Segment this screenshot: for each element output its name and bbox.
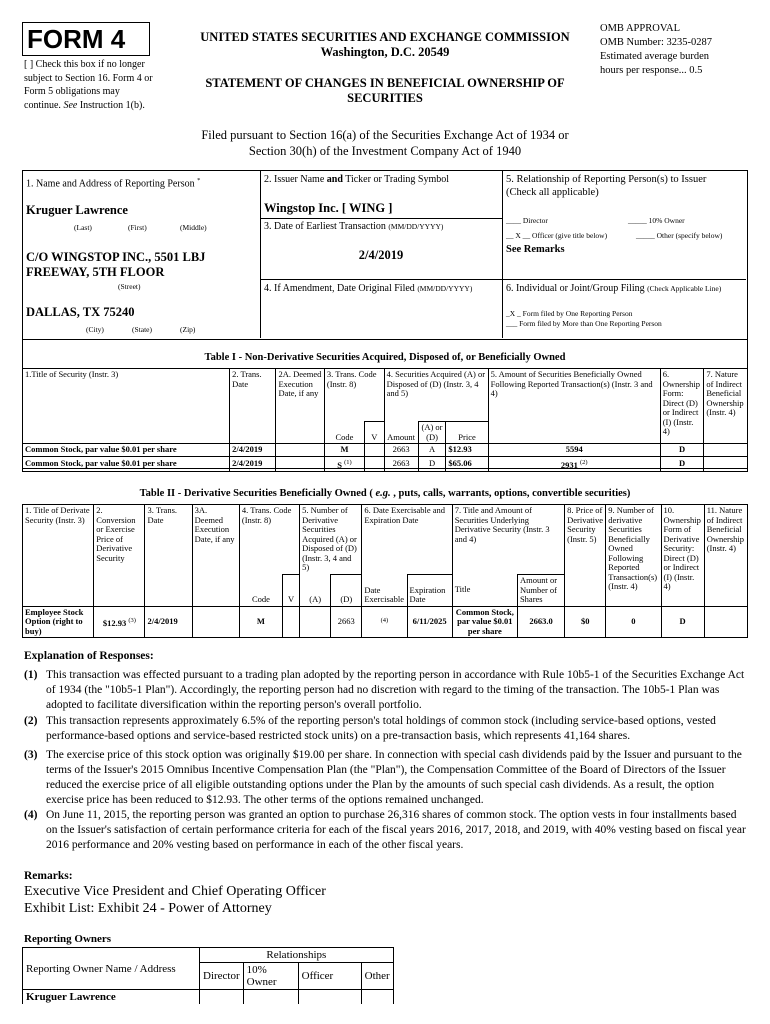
- omb-line: OMB Number: 3235-0287: [600, 37, 712, 48]
- reporting-owners-table: [22, 947, 394, 1004]
- t2-h10: 10. Ownership Form of Derivative Security: Direct (D) or Indirect (I) (Instr. 4): [661, 505, 704, 607]
- t2-h2: 2. Conversion or Exercise Price of Derivative Security: [94, 505, 145, 607]
- t2-h3: 3. Trans. Date: [145, 505, 192, 607]
- table1-row: [23, 457, 748, 472]
- statement-title-2: SECURITIES: [347, 91, 423, 105]
- box1-label: 1. Name and Address of Reporting Person *: [26, 177, 201, 190]
- reporting-person-name: Kruguer Lawrence: [26, 203, 128, 217]
- t1-r1-aord: A: [418, 444, 446, 457]
- t2-sub-d: (D): [331, 574, 362, 606]
- omb-line: Estimated average burden: [600, 51, 710, 62]
- table2-title: Table II - Derivative Securities Beneficially Owned ( e.g. , puts, calls, warrants, options, convertible securities): [139, 488, 631, 499]
- form-title-box: [22, 22, 150, 56]
- ro-owner-name: Kruguer Lawrence: [23, 990, 200, 1005]
- ro-director-cell: [200, 990, 244, 1005]
- t2-r1-deemed: [192, 606, 239, 638]
- footnote-link[interactable]: (3): [128, 616, 136, 624]
- reporting-owners-heading: Reporting Owners: [24, 933, 112, 945]
- ro-ten-cell: [243, 990, 298, 1005]
- t1-r1-amount: 2663: [384, 444, 418, 457]
- t1-r1-price: $12.93: [446, 444, 488, 457]
- remarks-heading: Remarks:: [24, 870, 73, 882]
- t1-r1-deemed: [276, 444, 324, 457]
- t1-r2-title: Common Stock, par value $0.01 per share: [23, 457, 230, 472]
- t1-r2-deemed: [276, 457, 324, 472]
- t2-sub-exercisable: Date Exercisable: [362, 574, 407, 606]
- remarks-text: Executive Vice President and Chief Operating Officer Exhibit List: Exhibit 24 - Power of Attorney: [24, 884, 326, 916]
- director-checkbox[interactable]: ____ Director: [506, 216, 548, 225]
- t1-h2: 2. Trans. Date: [230, 369, 276, 444]
- t1-sub-aord: (A) or (D): [418, 422, 446, 444]
- explanation-item: (2) This transaction represents approximately 6.5% of the reporting person's total holdings of common stock (including service-based options, vested performance-based options and service-based restricted stock units) on a pre-transaction basis, which represents 41,164 shares.: [24, 715, 716, 742]
- t2-h8: 8. Price of Derivative Security (Instr. 5): [565, 505, 606, 607]
- state-label: (State): [132, 325, 152, 334]
- reporting-city-line: DALLAS, TX 75240: [26, 305, 135, 319]
- issuer-name: Wingstop Inc. [ WING ]: [264, 201, 393, 215]
- omb-line: OMB APPROVAL: [600, 23, 681, 34]
- t2-h5: 5. Number of Derivative Securities Acquired (A) or Disposed of (D) (Instr. 3, 4 and 5): [300, 505, 362, 575]
- t1-r1-title: Common Stock, par value $0.01 per share: [23, 444, 230, 457]
- t2-r1-underlying-title: Common Stock, par value $0.01 per share: [452, 606, 517, 638]
- table2-row: [23, 606, 748, 638]
- t1-h3: 3. Trans. Code (Instr. 8): [324, 369, 384, 422]
- t1-r1-owned: 5594: [488, 444, 660, 457]
- omb-line: hours per response... 0.5: [600, 65, 703, 76]
- t1-r2-amount: 2663: [384, 457, 418, 472]
- filed-line: Section 30(h) of the Investment Company Act of 1940: [248, 143, 522, 158]
- t1-h1: 1.Title of Security (Instr. 3): [23, 369, 230, 444]
- box6-label: 6. Individual or Joint/Group Filing (Check Applicable Line): [506, 283, 722, 294]
- middle-label: (Middle): [180, 223, 207, 232]
- explanation-heading: Explanation of Responses:: [24, 650, 154, 662]
- filed-pursuant: [22, 128, 748, 159]
- ro-other-header: Other: [361, 963, 393, 990]
- explanation-item: (4) On June 11, 2015, the reporting person was granted an option to purchase 26,316 shares of common stock. The option vests in four installments based on the Issuer's satisfaction of certain performance criteria for each of the fiscal years 2016, 2017, 2018, and 2019, with 40% vesting based on fiscal year 2016 performance and 20% vesting based on performance in each of the other fiscal years.: [24, 809, 746, 851]
- agency-location: Washington, D.C. 20549: [320, 45, 450, 59]
- t2-r1-price: $12.93 $^{(3)}$: [94, 606, 145, 638]
- omb-approval: [600, 22, 760, 78]
- street-label: (Street): [118, 282, 141, 291]
- footnote-link[interactable]: (4): [380, 616, 389, 624]
- section16-checkbox-note: [24, 58, 174, 112]
- agency-block: [170, 30, 600, 106]
- t1-h5: 5. Amount of Securities Beneficially Owned Following Reported Transaction(s) (Instr. 3 and 4): [488, 369, 660, 444]
- t2-sub-code: Code: [239, 574, 282, 606]
- table1-row: [23, 444, 748, 457]
- t2-r1-derivative-price: $0: [565, 606, 606, 638]
- t1-sub-v: V: [365, 422, 385, 444]
- t2-h7: 7. Title and Amount of Securities Underlying Derivative Security (Instr. 3 and 4): [452, 505, 564, 575]
- table1: [22, 368, 748, 472]
- t2-r1-d: 2663: [331, 606, 362, 638]
- ro-name-header: Reporting Owner Name / Address: [23, 948, 200, 990]
- footnote-link[interactable]: (1): [344, 459, 352, 466]
- t1-r1-nature: [704, 444, 748, 457]
- ro-relationships-header: Relationships: [200, 948, 394, 963]
- box2-label: 2. Issuer Name and Ticker or Trading Symbol: [264, 174, 450, 185]
- agency-name: UNITED STATES SECURITIES AND EXCHANGE COMMISSION: [200, 30, 570, 44]
- t2-h4: 4. Trans. Code (Instr. 8): [239, 505, 299, 575]
- t1-h4: 4. Securities Acquired (A) or Disposed of (D) (Instr. 3, 4 and 5): [384, 369, 488, 422]
- box3-label: 3. Date of Earliest Transaction (MM/DD/YYYY): [264, 221, 444, 232]
- t2-r1-expiration: 6/11/2025: [407, 606, 452, 638]
- t2-sub-title: Title: [452, 574, 517, 606]
- form-title: FORM 4: [27, 24, 126, 54]
- filed-line: Filed pursuant to Section 16(a) of the Securities Exchange Act of 1934 or: [201, 128, 569, 142]
- t2-sub-v: V: [283, 574, 300, 606]
- other-checkbox[interactable]: _____ Other (specify below): [636, 231, 723, 240]
- checkbox-note-line: continue. See Instruction 1(b).: [24, 99, 145, 111]
- box4-label: 4. If Amendment, Date Original Filed (MM/DD/YYYY): [264, 283, 473, 294]
- zip-label: (Zip): [180, 325, 196, 334]
- reporting-address: C/O WINGSTOP INC., 5501 LBJ FREEWAY, 5TH FLOOR: [26, 250, 206, 279]
- t2-r1-code: M: [239, 606, 282, 638]
- t2-r1-v: [283, 606, 300, 638]
- t1-r2-owned: 2931 $^{(2)}$: [488, 457, 660, 472]
- t2-sub-expiration: Expiration Date: [407, 574, 452, 606]
- t1-r2-v: [365, 457, 385, 472]
- ro-ten-header: 10% Owner: [243, 963, 298, 990]
- one-person-option[interactable]: _X _ Form filed by One Reporting Person: [506, 309, 633, 318]
- t1-r1-v: [365, 444, 385, 457]
- t1-r2-aord: D: [418, 457, 446, 472]
- see-remarks: See Remarks: [506, 244, 565, 255]
- t1-h7: 7. Nature of Indirect Beneficial Ownership (Instr. 4): [704, 369, 748, 444]
- explanation-item: (3) The exercise price of this stock option was originally $19.00 per share. In connection with special cash dividends paid by the Issuer and pursuant to the terms of the Issuer's 2015 Omnibus Incentive Compensation Plan (the "Plan"), the Compensation Committee of the Board of Directors of the Issuer reduced the exercise price of all eligible outstanding options under the Plan by the amounts of such special cash dividends. As a result, the option exercise price has been reduced to $12.93. The other terms of the options remained unchanged.: [24, 749, 742, 806]
- ten-percent-owner-checkbox[interactable]: _____ 10% Owner: [628, 216, 685, 225]
- t2-sub-amount: Amount or Number of Shares: [517, 574, 564, 606]
- city-label: (City): [86, 325, 104, 334]
- t1-r2-price: $65.06: [446, 457, 488, 472]
- statement-title: STATEMENT OF CHANGES IN BENEFICIAL OWNERSHIP OF: [205, 76, 565, 90]
- footnote-link[interactable]: (2): [579, 459, 588, 466]
- t1-r2-code: S $^{(1)}$: [324, 457, 364, 472]
- box5-label: 5. Relationship of Reporting Person(s) to Issuer (Check all applicable): [506, 174, 707, 198]
- checkbox-note-line: Form 5 obligations may: [24, 86, 120, 97]
- multiple-persons-option[interactable]: ___ Form filed by More than One Reporting Person: [506, 319, 662, 328]
- t1-sub-code: Code: [324, 422, 364, 444]
- ro-officer-cell: [298, 990, 361, 1005]
- t2-h11: 11. Nature of Indirect Beneficial Ownership (Instr. 4): [704, 505, 747, 607]
- t1-r1-form: D: [660, 444, 704, 457]
- last-label: (Last): [74, 223, 92, 232]
- ro-director-header: Director: [200, 963, 244, 990]
- t2-sub-a: (A): [300, 574, 331, 606]
- t2-r1-title: Employee Stock Option (right to buy): [23, 606, 94, 638]
- t2-h9: 9. Number of derivative Securities Beneficially Owned Following Reported Transaction(s) (Instr. 4): [606, 505, 661, 607]
- t1-r2-date: 2/4/2019: [230, 457, 276, 472]
- checkbox-note-line: subject to Section 16. Form 4 or: [24, 72, 153, 84]
- t2-h3a: 3A. Deemed Execution Date, if any: [192, 505, 239, 607]
- t1-h6: 6. Ownership Form: Direct (D) or Indirect (I) (Instr. 4): [660, 369, 704, 444]
- table1-title: Table I - Non-Derivative Securities Acquired, Disposed of, or Beneficially Owned: [204, 352, 566, 363]
- t2-h6: 6. Date Exercisable and Expiration Date: [362, 505, 452, 575]
- officer-checkbox[interactable]: __ X __ Officer (give title below): [506, 231, 608, 240]
- ro-officer-header: Officer: [298, 963, 361, 990]
- table2: [22, 504, 748, 638]
- t2-h1: 1. Title of Derivate Security (Instr. 3): [23, 505, 94, 607]
- t1-r1-date: 2/4/2019: [230, 444, 276, 457]
- t2-r1-owned: 0: [606, 606, 661, 638]
- t2-r1-form: D: [661, 606, 704, 638]
- first-label: (First): [128, 223, 147, 232]
- t1-h2a: 2A. Deemed Execution Date, if any: [276, 369, 324, 444]
- checkbox-line[interactable]: [ ] Check this box if no longer: [24, 59, 145, 70]
- t2-r1-underlying-amount: 2663.0: [517, 606, 564, 638]
- t1-r2-nature: [704, 457, 748, 472]
- t2-r1-nature: [704, 606, 747, 638]
- t1-r1-code: M: [324, 444, 364, 457]
- t1-sub-amount: Amount: [384, 422, 418, 444]
- t2-r1-exercisable: [362, 606, 407, 638]
- t1-sub-price: Price: [446, 422, 488, 444]
- t2-r1-a: [300, 606, 331, 638]
- explanation-item: (1) This transaction was effected pursuant to a trading plan adopted by the reporting person in accordance with Rule 10b5-1 of the Securities Exchange Act of 1934 (the "10b5-1 Plan"). Accordingly, the reporting person had no discretion with regard to the timing of the transaction. The 10b5-1 Plan was adopted to facilitate diversification within the reporting person's overall portfolio.: [24, 669, 745, 711]
- t1-r2-form: D: [660, 457, 704, 472]
- ro-other-cell: [361, 990, 393, 1005]
- earliest-transaction-date: 2/4/2019: [358, 248, 404, 262]
- t2-r1-date: 2/4/2019: [145, 606, 192, 638]
